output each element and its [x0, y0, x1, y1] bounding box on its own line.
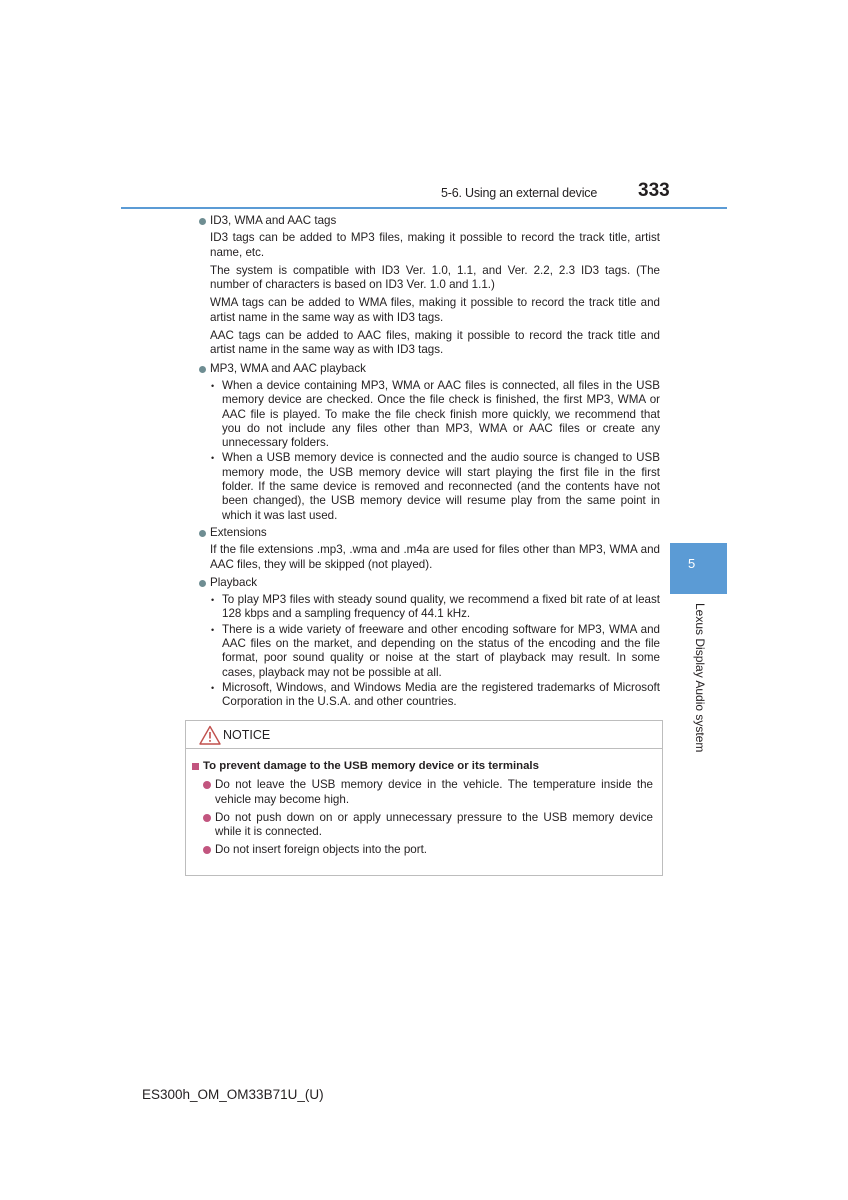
section-heading — [198, 214, 660, 228]
bullet-list — [210, 379, 660, 523]
bullet-dot-icon — [199, 366, 206, 373]
bullet-list — [210, 593, 660, 709]
notice-item — [191, 778, 657, 807]
paragraph: The system is compatible with ID3 Ver. 1.0, 1.1, and Ver. 2.2, 2.3 ID3 tags. (The number of characters is based on ID3 Ver. 1.0 and 1.1.) — [210, 263, 660, 292]
notice-item — [191, 811, 657, 840]
paragraph: ID3 tags can be added to MP3 files, making it possible to record the track title, artist name, etc. — [210, 231, 660, 259]
heading-text: MP3, WMA and AAC playback — [210, 361, 366, 375]
paragraph: WMA tags can be added to WMA files, making it possible to record the track title and artist name in the same way as with ID3 tags. — [210, 296, 660, 324]
subheading-text: To prevent damage to the USB memory device or its terminals — [203, 760, 539, 772]
heading-text: ID3, WMA and AAC tags — [210, 214, 337, 227]
list-item: • To play MP3 files with steady sound quality, we recommend a fixed bit rate of at least 128 kbps and a sampling frequency of 44.1 kHz. — [210, 593, 660, 622]
bullet-dot-icon — [199, 218, 206, 225]
bullet-dot-icon — [203, 781, 211, 789]
section-heading — [198, 576, 660, 590]
square-bullet-icon — [192, 763, 199, 770]
heading-text: Playback — [210, 575, 258, 589]
notice-item-text: Do not leave the USB memory device in the vehicle. The temperature inside the vehicle may become high. — [215, 778, 653, 806]
main-content — [198, 214, 660, 713]
list-item: • When a USB memory device is connected and the audio source is changed to USB memory mode, the USB memory device will start playing the first file in the first folder. If the same device is removed and reconnected (and the contents have not been changed), the USB memory device will resume play from the same point in which it was last used. — [210, 451, 660, 522]
chapter-tab — [670, 543, 727, 594]
bullet-dot-icon — [199, 580, 206, 587]
notice-body — [191, 759, 657, 862]
notice-item-text: Do not insert foreign objects into the port. — [215, 843, 428, 857]
notice-item — [191, 843, 657, 857]
bullet-dot-icon — [199, 530, 206, 537]
section-title: 5-6. Using an external device — [441, 186, 598, 200]
paragraph: If the file extensions .mp3, .wma and .m4a are used for files other than MP3, WMA and AAC files, they will be skipped (not played). — [210, 543, 660, 571]
page-number: 333 — [638, 180, 670, 201]
header-divider — [121, 207, 727, 209]
section-heading — [198, 362, 660, 376]
list-item: • There is a wide variety of freeware and other encoding software for MP3, WMA and AAC files on the market, and depending on the status of the encoding and the file format, poor sound quality or noise at the start of playback may result. In some cases, playback may not be possible at all. — [210, 623, 660, 680]
chapter-title: Lexus Display Audio system — [693, 603, 707, 753]
chapter-number: 5 — [688, 556, 696, 571]
notice-title: NOTICE — [223, 728, 271, 742]
list-item: • When a device containing MP3, WMA or AAC files is connected, all files in the USB memory device are checked. Once the file check is finished, the first MP3, WMA or AAC file is played. To make the file check finish more quickly, we recommend that you do not include any files other than MP3, WMA or AAC files or create any unnecessary folders. — [210, 379, 660, 450]
bullet-dot-icon — [203, 846, 211, 854]
notice-subheading — [191, 759, 657, 773]
section-heading — [198, 526, 660, 540]
notice-item-text: Do not push down on or apply unnecessary pressure to the USB memory device while it is connected. — [215, 810, 653, 839]
heading-text: Extensions — [210, 525, 267, 539]
document-code: ES300h_OM_OM33B71U_(U) — [142, 1087, 324, 1102]
paragraph: AAC tags can be added to AAC files, making it possible to record the track title and artist name in the same way as with ID3 tags. — [210, 329, 660, 357]
bullet-dot-icon — [203, 814, 211, 822]
warning-icon — [199, 725, 221, 745]
notice-header — [186, 721, 662, 749]
list-item: • Microsoft, Windows, and Windows Media are the registered trademarks of Microsoft Corporation in the U.S.A. and other countries. — [210, 681, 660, 710]
notice-box — [185, 720, 663, 876]
